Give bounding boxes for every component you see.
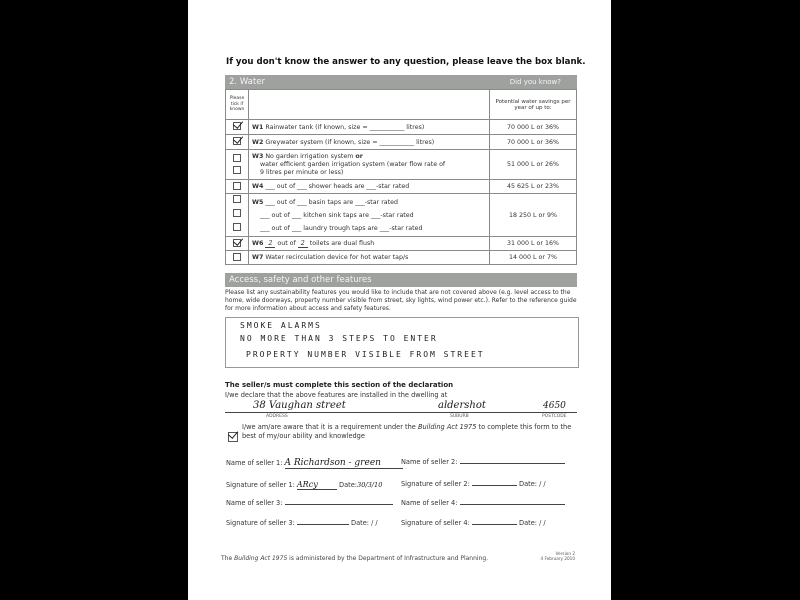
w6-savings: 31 000 L or 16%	[490, 237, 577, 251]
version-info	[533, 551, 575, 561]
w1-code: W1	[252, 123, 264, 131]
seller4-signature-field[interactable]	[472, 524, 517, 525]
feature-line-1: SMOKE ALARMS	[240, 321, 322, 330]
seller1-signature-row	[226, 480, 382, 490]
footer-pre: The	[221, 555, 235, 562]
w6-text: toilets are dual flush	[309, 239, 375, 247]
declaration-text: I/we declare that the above features are installed in the dwelling at	[225, 391, 448, 399]
w5-line3: ___ out of ___ laundry trough taps are ___-star rated	[260, 224, 423, 232]
seller1-date-label: Date:	[339, 481, 357, 489]
w7-text: Water recirculation device for hot water tap/s	[265, 254, 409, 261]
aware-checkbox[interactable]	[228, 432, 238, 442]
did-you-know-label: Did you know?	[509, 78, 561, 86]
seller1-date-field[interactable]: 30/3/10	[357, 481, 383, 489]
w3-savings: 51 000 L or 26%	[490, 150, 577, 180]
address-line	[225, 411, 577, 413]
seller4-name-label: Name of seller 4:	[401, 499, 458, 507]
w3-line1: No garden irrigation system	[265, 152, 354, 160]
w2-checkbox[interactable]	[233, 137, 241, 145]
w6-checkbox[interactable]	[233, 239, 241, 247]
postcode-value[interactable]: 4650	[543, 401, 566, 411]
features-textbox[interactable]	[225, 317, 579, 368]
w7-code: W7	[252, 254, 264, 261]
address-label: ADDRESS	[266, 414, 288, 419]
seller2-date-label: Date:	[519, 480, 537, 488]
w2-savings: 70 000 L or 36%	[490, 135, 577, 150]
w5-checkbox-kitchen[interactable]	[233, 209, 241, 217]
seller2-name-field[interactable]	[460, 463, 565, 464]
seller4-signature-label: Signature of seller 4:	[401, 519, 470, 527]
w2-code: W2	[252, 138, 264, 146]
version-label: Version 2	[555, 551, 575, 556]
footer-note	[221, 555, 488, 562]
w7-savings: 14 000 L or 7%	[490, 251, 577, 265]
table-row-w3	[226, 150, 577, 180]
version-date: 4 February 2010	[540, 556, 575, 561]
seller2-name-row	[401, 458, 565, 466]
seller3-name-row	[226, 499, 393, 507]
w6-toilets-total-field[interactable]: 2	[298, 240, 308, 248]
seller1-name-field[interactable]: A Richardson - green	[285, 458, 403, 469]
water-section-title: 2. Water	[229, 77, 265, 87]
suburb-value[interactable]: aldershot	[438, 400, 486, 411]
w4-checkbox[interactable]	[233, 182, 241, 190]
w1-savings: 70 000 L or 36%	[490, 120, 577, 135]
w5-line2: ___ out of ___ kitchen sink taps are ___-star rated	[260, 211, 414, 219]
water-section-header	[225, 75, 577, 89]
seller4-signature-row	[401, 519, 546, 527]
instruction-heading: If you don't know the answer to any question, please leave the box blank.	[226, 57, 586, 67]
address-value[interactable]: 38 Vaughan street	[253, 400, 346, 411]
table-row-w2	[226, 135, 577, 150]
seller3-signature-row	[226, 519, 378, 527]
w3-checkbox-b[interactable]	[233, 166, 241, 174]
seller2-signature-field[interactable]	[472, 485, 517, 486]
w5-code: W5	[252, 198, 264, 206]
seller3-name-field[interactable]	[285, 504, 393, 505]
aware-act: Building Act 1975	[417, 423, 477, 431]
w4-code: W4	[252, 183, 264, 190]
seller3-date-label: Date:	[351, 519, 369, 527]
w5-line1: ___ out of ___ basin taps are ___-star rated	[265, 198, 398, 206]
form-page	[188, 0, 611, 600]
w1-checkbox[interactable]	[233, 122, 241, 130]
w5-checkbox-laundry[interactable]	[233, 223, 241, 231]
w7-checkbox[interactable]	[233, 253, 241, 261]
seller3-name-label: Name of seller 3:	[226, 499, 283, 507]
table-row-w7	[226, 251, 577, 265]
seller2-date-field[interactable]: / /	[539, 480, 546, 488]
seller4-date-field[interactable]: / /	[539, 519, 546, 527]
seller4-date-label: Date:	[519, 519, 537, 527]
feature-line-3: PROPERTY NUMBER VISIBLE FROM STREET	[246, 350, 485, 359]
w6-code: W6	[252, 239, 264, 247]
seller3-signature-label: Signature of seller 3:	[226, 519, 295, 527]
aware-statement	[242, 423, 577, 440]
w3-line3: 9 litres per minute or less)	[260, 168, 344, 176]
seller4-name-field[interactable]	[460, 504, 565, 505]
w5-checkbox-basin[interactable]	[233, 195, 241, 203]
seller2-signature-row	[401, 480, 546, 488]
access-section-header	[225, 273, 577, 287]
seller1-name-row	[226, 458, 403, 469]
w1-text: Rainwater tank (if known, size = ___________ litres)	[265, 123, 425, 131]
w6-toilets-dual-field[interactable]: 2	[265, 240, 275, 248]
table-row-w6	[226, 237, 577, 251]
w3-checkbox-a[interactable]	[233, 154, 241, 162]
w2-text: Greywater system (if known, size = ___________ litres)	[265, 138, 435, 146]
w3-line2: water efficient garden irrigation system (water flow rate of	[260, 160, 446, 168]
table-row-w5	[226, 194, 577, 237]
w6-out-of: out of	[277, 239, 296, 247]
seller1-signature-label: Signature of seller 1:	[226, 481, 295, 489]
seller4-name-row	[401, 499, 565, 507]
seller3-signature-field[interactable]	[297, 524, 349, 525]
water-table	[225, 89, 577, 265]
w4-text: ___ out of ___ shower heads are ___-star rated	[265, 183, 410, 190]
access-instructions: Please list any sustainability features you would like to include that are not covered above (e.g. level access to the home, wide doorways, property number visible from street, sky lights, wind power etc.). Refer to the reference guide for more information about access and safety features.	[225, 289, 577, 313]
suburb-label: SUBURB	[450, 414, 469, 419]
w4-savings: 45 625 L or 23%	[490, 180, 577, 194]
postcode-label: POSTCODE	[542, 414, 567, 419]
seller1-signature-field[interactable]: ARcy	[297, 480, 337, 490]
w3-or: or	[355, 152, 363, 160]
footer-post: is administered by the Department of Infrastructure and Planning.	[287, 555, 489, 562]
table-row-w4	[226, 180, 577, 194]
declaration-heading: The seller/s must complete this section of the declaration	[225, 381, 454, 389]
aware-text-post: to complete this form to the best of my/our ability and knowledge	[242, 423, 572, 440]
tick-column-header: Please tick if known	[226, 90, 249, 120]
savings-column-header: Potential water savings per year of up to:	[490, 90, 577, 120]
w3-code: W3	[252, 152, 264, 160]
aware-text-pre: I/we am/are aware that it is a requirement under the	[242, 423, 418, 431]
seller3-date-field[interactable]: / /	[371, 519, 378, 527]
w5-savings: 18 250 L or 9%	[490, 194, 577, 237]
access-section-title: Access, safety and other features	[229, 275, 372, 285]
footer-act: Building Act 1975	[234, 555, 288, 562]
table-row-w1	[226, 120, 577, 135]
feature-line-2: NO MORE THAN 3 STEPS TO ENTER	[240, 334, 438, 343]
seller2-signature-label: Signature of seller 2:	[401, 480, 470, 488]
seller1-name-label: Name of seller 1:	[226, 459, 283, 467]
seller2-name-label: Name of seller 2:	[401, 458, 458, 466]
